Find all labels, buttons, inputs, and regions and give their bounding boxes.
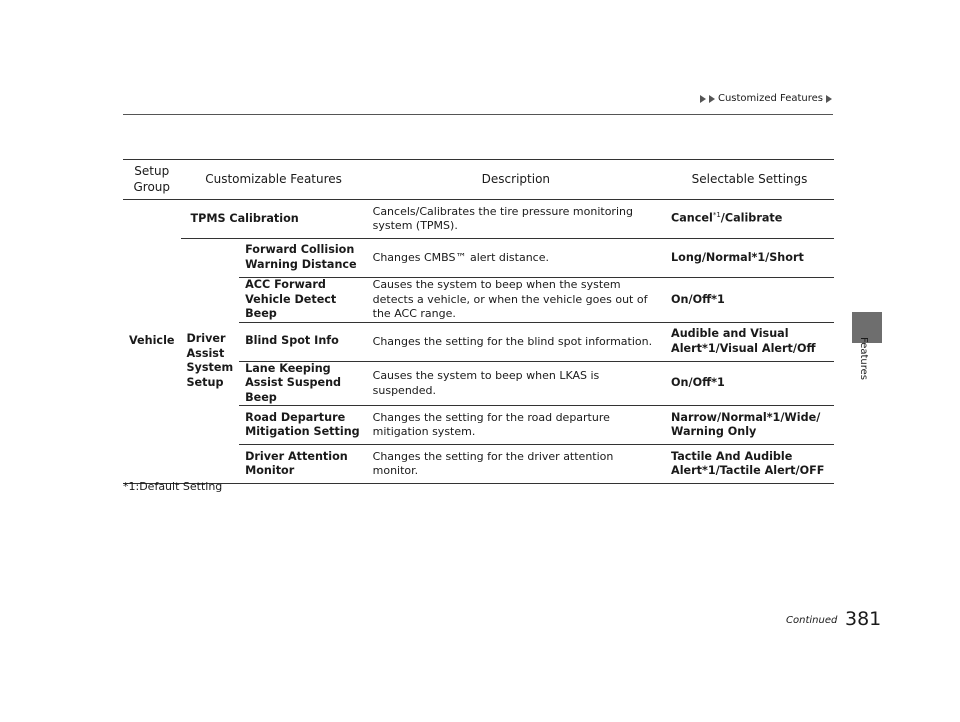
feature-cell: ACC Forward Vehicle Detect Beep [239, 278, 367, 323]
description-cell: Causes the system to beep when the system detects a vehicle, or when the vehicle goes out of the ACC range. [367, 278, 665, 323]
description-cell: Changes the setting for the driver attention monitor. [367, 445, 665, 484]
settings-cell: Tactile And Audible Alert*1/Tactile Alert/OFF [665, 445, 834, 484]
breadcrumb-text: Customized Features [717, 93, 823, 104]
description-cell: Cancels/Calibrates the tire pressure monitoring system (TPMS). [367, 200, 665, 239]
description-cell: Changes the setting for the blind spot information. [367, 322, 665, 361]
description-cell: Changes CMBS™ alert distance. [367, 239, 665, 278]
column-header: Description [367, 160, 665, 200]
continued-label: Continued [786, 615, 838, 626]
feature-cell: Blind Spot Info [239, 322, 367, 361]
feature-cell: Forward Collision Warning Distance [239, 239, 367, 278]
column-header: Selectable Settings [665, 160, 834, 200]
settings-cell: On/Off*1 [665, 278, 834, 323]
breadcrumb [700, 93, 832, 104]
arrow-right-icon [709, 95, 715, 103]
column-header: Customizable Features [181, 160, 367, 200]
table-row [123, 200, 834, 239]
subgroup-cell: Driver Assist System Setup [181, 239, 240, 484]
settings-cell: Narrow/Normal*1/Wide/ Warning Only [665, 406, 834, 445]
description-cell: Causes the system to beep when LKAS is suspended. [367, 361, 665, 406]
page-number: 381 [845, 608, 882, 630]
description-cell: Changes the setting for the road departure mitigation system. [367, 406, 665, 445]
top-rule [123, 114, 833, 115]
feature-cell: TPMS Calibration [181, 200, 367, 239]
table-row [123, 239, 834, 278]
section-tab-label: Features [858, 337, 869, 380]
settings-cell: Long/Normal*1/Short [665, 239, 834, 278]
settings-cell: On/Off*1 [665, 361, 834, 406]
settings-cell: Cancel$^{*1}$/Calibrate [665, 200, 834, 239]
settings-table [123, 159, 834, 484]
arrow-right-icon [826, 95, 832, 103]
feature-cell: Lane Keeping Assist Suspend Beep [239, 361, 367, 406]
setup-group-cell: Vehicle [123, 200, 181, 484]
footnote: *1:Default Setting [123, 480, 223, 493]
column-header: Setup Group [123, 160, 181, 200]
feature-cell: Road Departure Mitigation Setting [239, 406, 367, 445]
arrow-right-icon [700, 95, 706, 103]
settings-cell: Audible and Visual Alert*1/Visual Alert/Off [665, 322, 834, 361]
table-header-row [123, 160, 834, 200]
feature-cell: Driver Attention Monitor [239, 445, 367, 484]
